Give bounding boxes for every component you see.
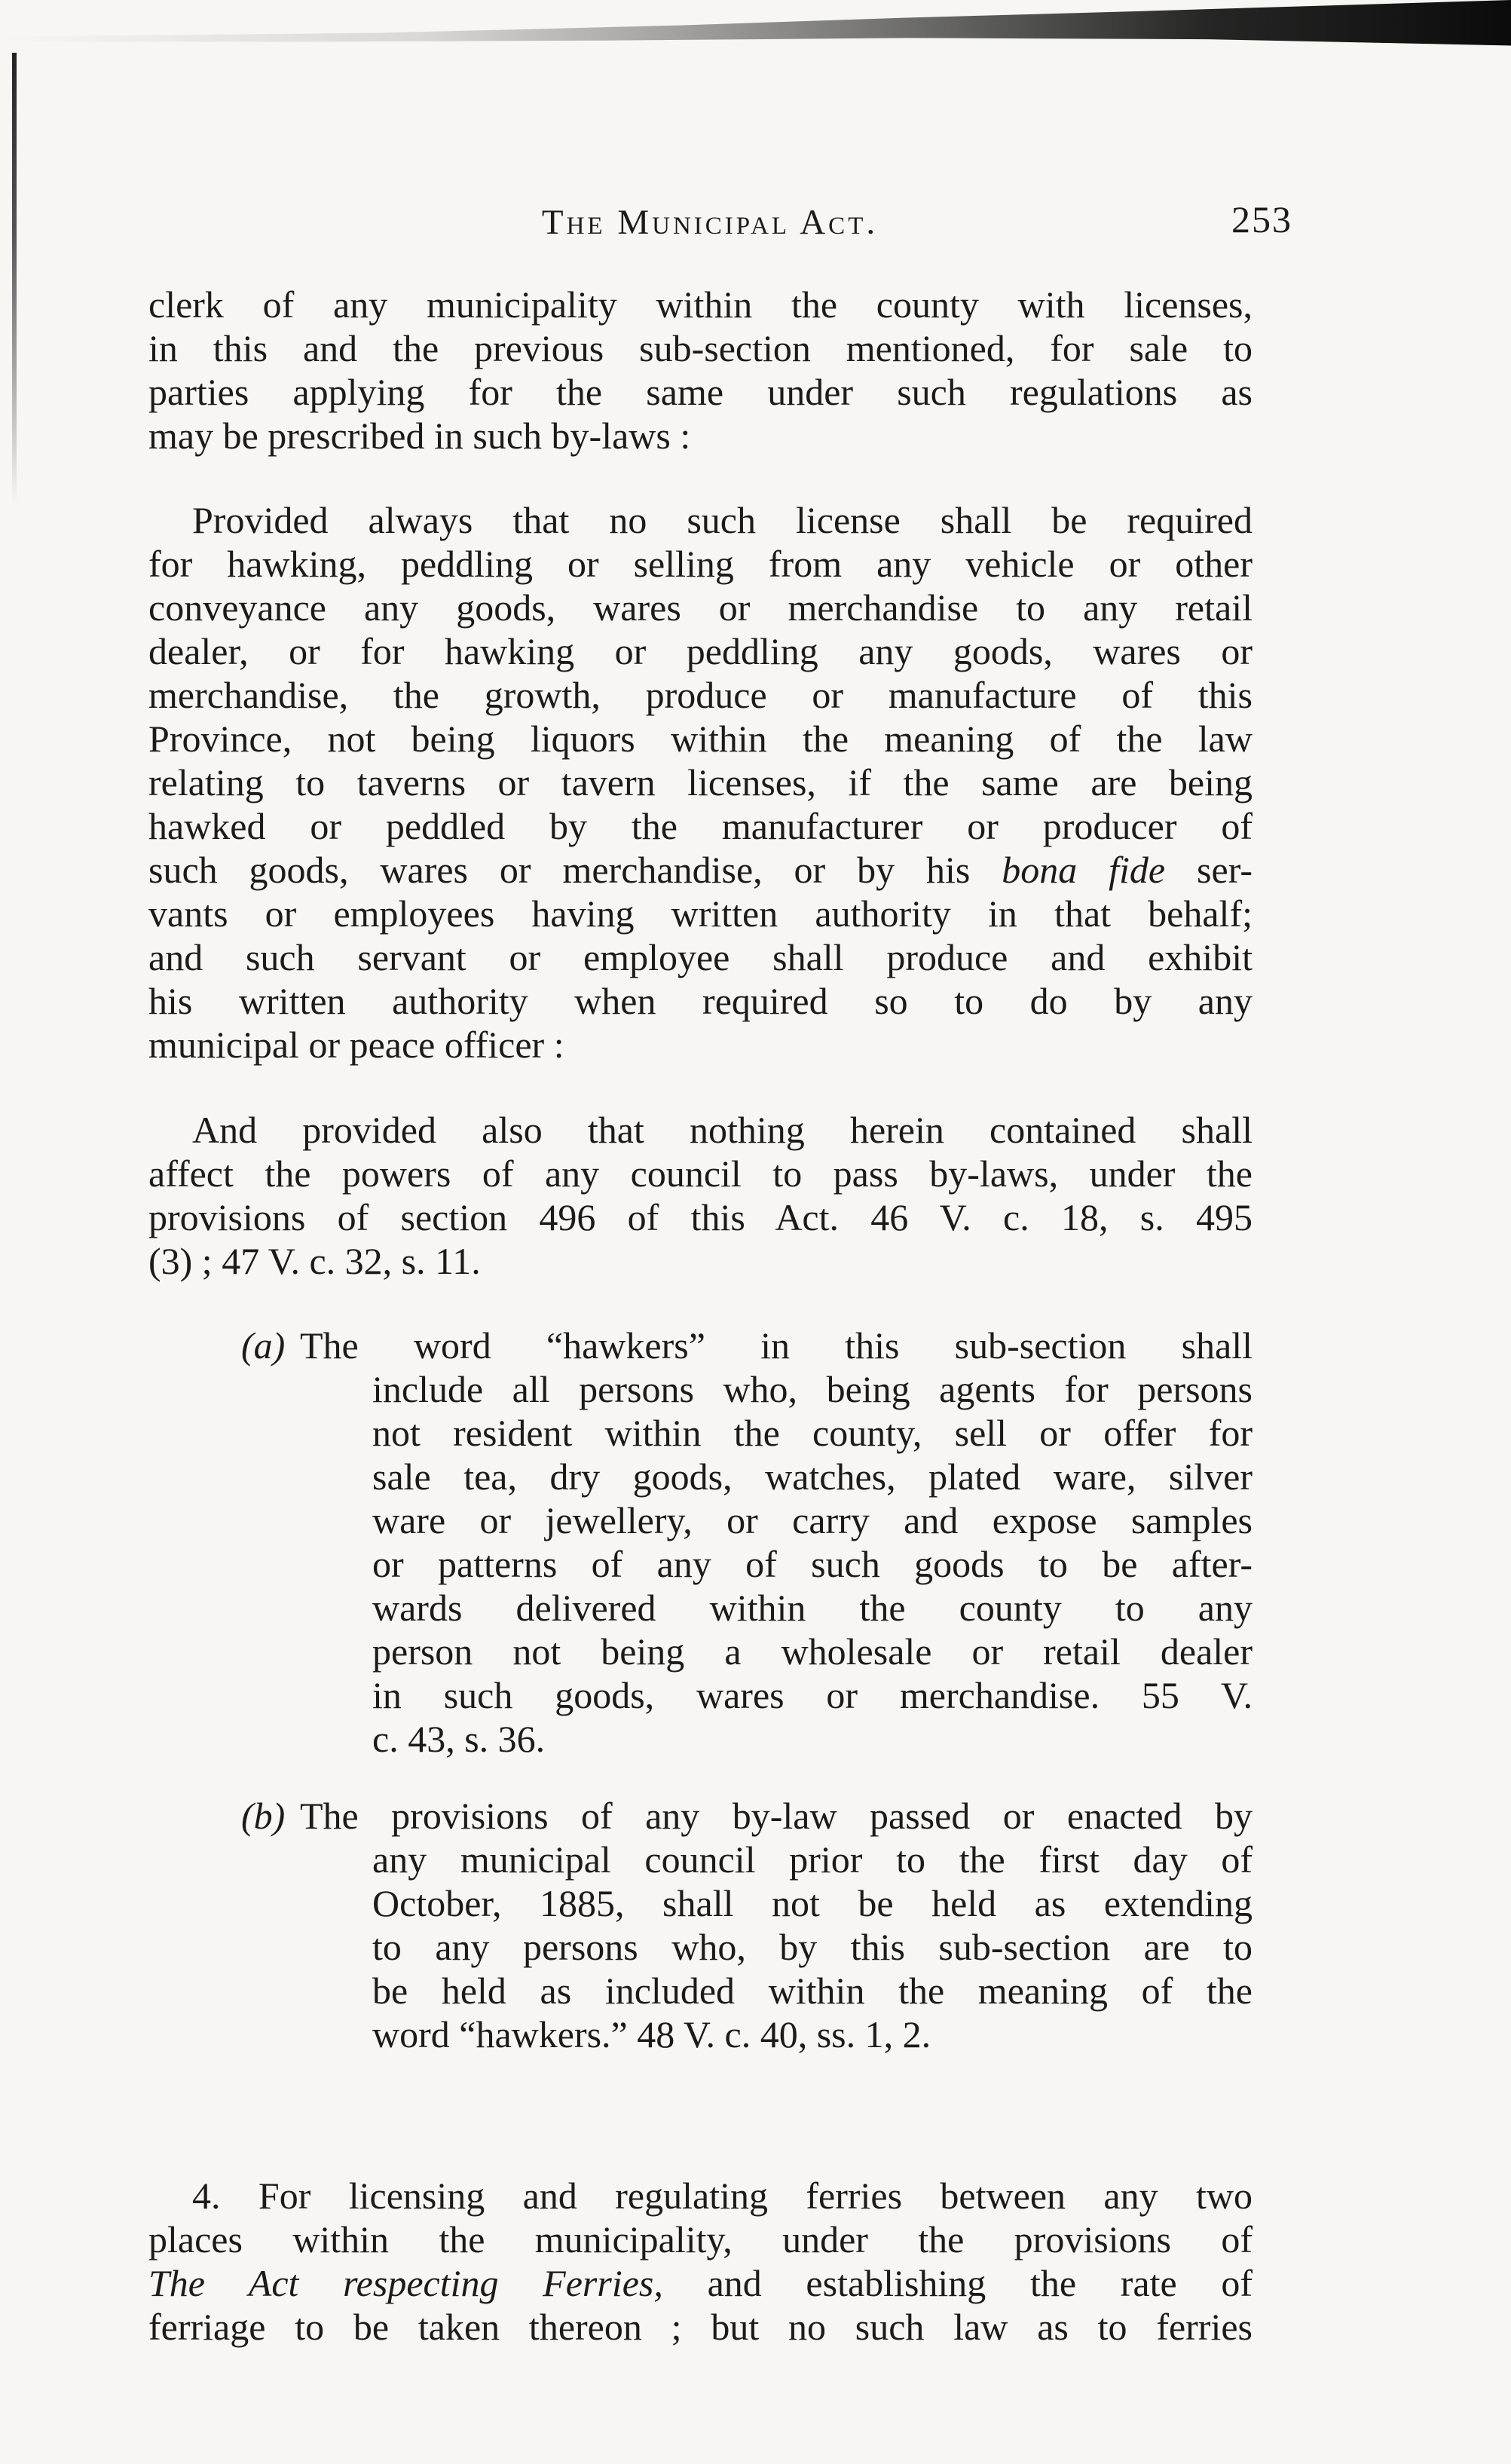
text-line: wards delivered within the county to any bbox=[372, 1587, 1253, 1629]
text-line: sale tea, dry goods, watches, plated ware, silver bbox=[372, 1455, 1253, 1498]
text-line: and such servant or employee shall produce and exhibit bbox=[148, 936, 1253, 978]
page-number: 253 bbox=[1231, 198, 1292, 240]
running-header-title: The Municipal Act. bbox=[541, 203, 879, 242]
clause-label: (b) bbox=[241, 1795, 286, 1837]
clause-label: (a) bbox=[241, 1324, 286, 1367]
text-segment: ser- bbox=[1197, 849, 1253, 891]
text-segment: and establishing the rate of bbox=[707, 2262, 1253, 2304]
text-line: places within the municipality, under the provisions of bbox=[148, 2218, 1253, 2260]
text-line: any municipal council prior to the first day of bbox=[372, 1838, 1253, 1881]
scan-shadow-band bbox=[0, 0, 1511, 63]
text-line: Province, not being liquors within the meaning of the law bbox=[148, 718, 1253, 760]
text-line: (3) ; 47 V. c. 32, s. 11. bbox=[148, 1240, 481, 1282]
text-line: provisions of section 496 of this Act. 46 V. c. 18, s. 495 bbox=[148, 1196, 1253, 1238]
text-line: to any persons who, by this sub-section are to bbox=[372, 1926, 1253, 1968]
text-line bbox=[148, 848, 1253, 892]
text-line: affect the powers of any council to pass by-laws, under the bbox=[148, 1152, 1253, 1195]
italic-phrase: bona fide bbox=[1002, 849, 1166, 891]
text-line: clerk of any municipality within the county with licenses, bbox=[148, 283, 1253, 326]
text-line bbox=[148, 2261, 1253, 2305]
text-line: his written authority when required so to do by any bbox=[148, 980, 1253, 1022]
text-segment: The word “hawkers” in this sub-section shall bbox=[300, 1324, 1253, 1367]
text-line: include all persons who, being agents for persons bbox=[372, 1368, 1253, 1410]
clause-b bbox=[241, 1794, 1253, 2056]
text-line: person not being a wholesale or retail dealer bbox=[372, 1630, 1253, 1673]
italic-act-title: The Act respecting Ferries, bbox=[148, 2262, 663, 2304]
text-line: may be prescribed in such by-laws : bbox=[148, 415, 691, 457]
proviso-paragraph bbox=[148, 1108, 1253, 1283]
text-line: merchandise, the growth, produce or manufacture of this bbox=[148, 674, 1253, 716]
text-line: 4. For licensing and regulating ferries between any two bbox=[192, 2175, 1253, 2217]
text-line bbox=[241, 1794, 1253, 1838]
text-segment: such goods, wares or merchandise, or by his bbox=[148, 849, 971, 891]
text-line: not resident within the county, sell or offer for bbox=[372, 1412, 1253, 1454]
text-line: in such goods, wares or merchandise. 55 V. bbox=[372, 1674, 1253, 1716]
text-line: dealer, or for hawking or peddling any goods, wares or bbox=[148, 630, 1253, 672]
text-line: be held as included within the meaning of the bbox=[372, 1970, 1253, 2012]
text-line: or patterns of any of such goods to be after- bbox=[372, 1543, 1253, 1585]
proviso-paragraph bbox=[148, 498, 1253, 1067]
text-line: parties applying for the same under such regulations as bbox=[148, 371, 1253, 413]
text-line: ferriage to be taken thereon ; but no such law as to ferries bbox=[148, 2306, 1253, 2348]
numbered-paragraph-4 bbox=[148, 2174, 1253, 2349]
text-line: word “hawkers.” 48 V. c. 40, ss. 1, 2. bbox=[372, 2013, 931, 2055]
text-line: conveyance any goods, wares or merchandise to any retail bbox=[148, 586, 1253, 629]
clause-a bbox=[241, 1324, 1253, 1761]
text-line: Provided always that no such license shall be required bbox=[192, 499, 1253, 541]
text-segment: The provisions of any by-law passed or enacted by bbox=[300, 1795, 1253, 1837]
text-line: c. 43, s. 36. bbox=[372, 1718, 546, 1760]
text-line: relating to taverns or tavern licenses, if the same are being bbox=[148, 761, 1253, 803]
text-line: municipal or peace officer : bbox=[148, 1024, 564, 1066]
text-line bbox=[241, 1324, 1253, 1367]
text-line: in this and the previous sub-section mentioned, for sale to bbox=[148, 327, 1253, 369]
text-line: And provided also that nothing herein contained shall bbox=[192, 1109, 1253, 1151]
text-line: hawked or peddled by the manufacturer or producer of bbox=[148, 805, 1253, 847]
text-line: for hawking, peddling or selling from any vehicle or other bbox=[148, 543, 1253, 585]
paragraph-continuation bbox=[148, 283, 1253, 458]
text-line: October, 1885, shall not be held as extending bbox=[372, 1882, 1253, 1924]
text-line: vants or employees having written authority in that behalf; bbox=[148, 892, 1253, 935]
scan-edge-mark bbox=[12, 53, 17, 505]
text-line: ware or jewellery, or carry and expose samples bbox=[372, 1499, 1253, 1541]
